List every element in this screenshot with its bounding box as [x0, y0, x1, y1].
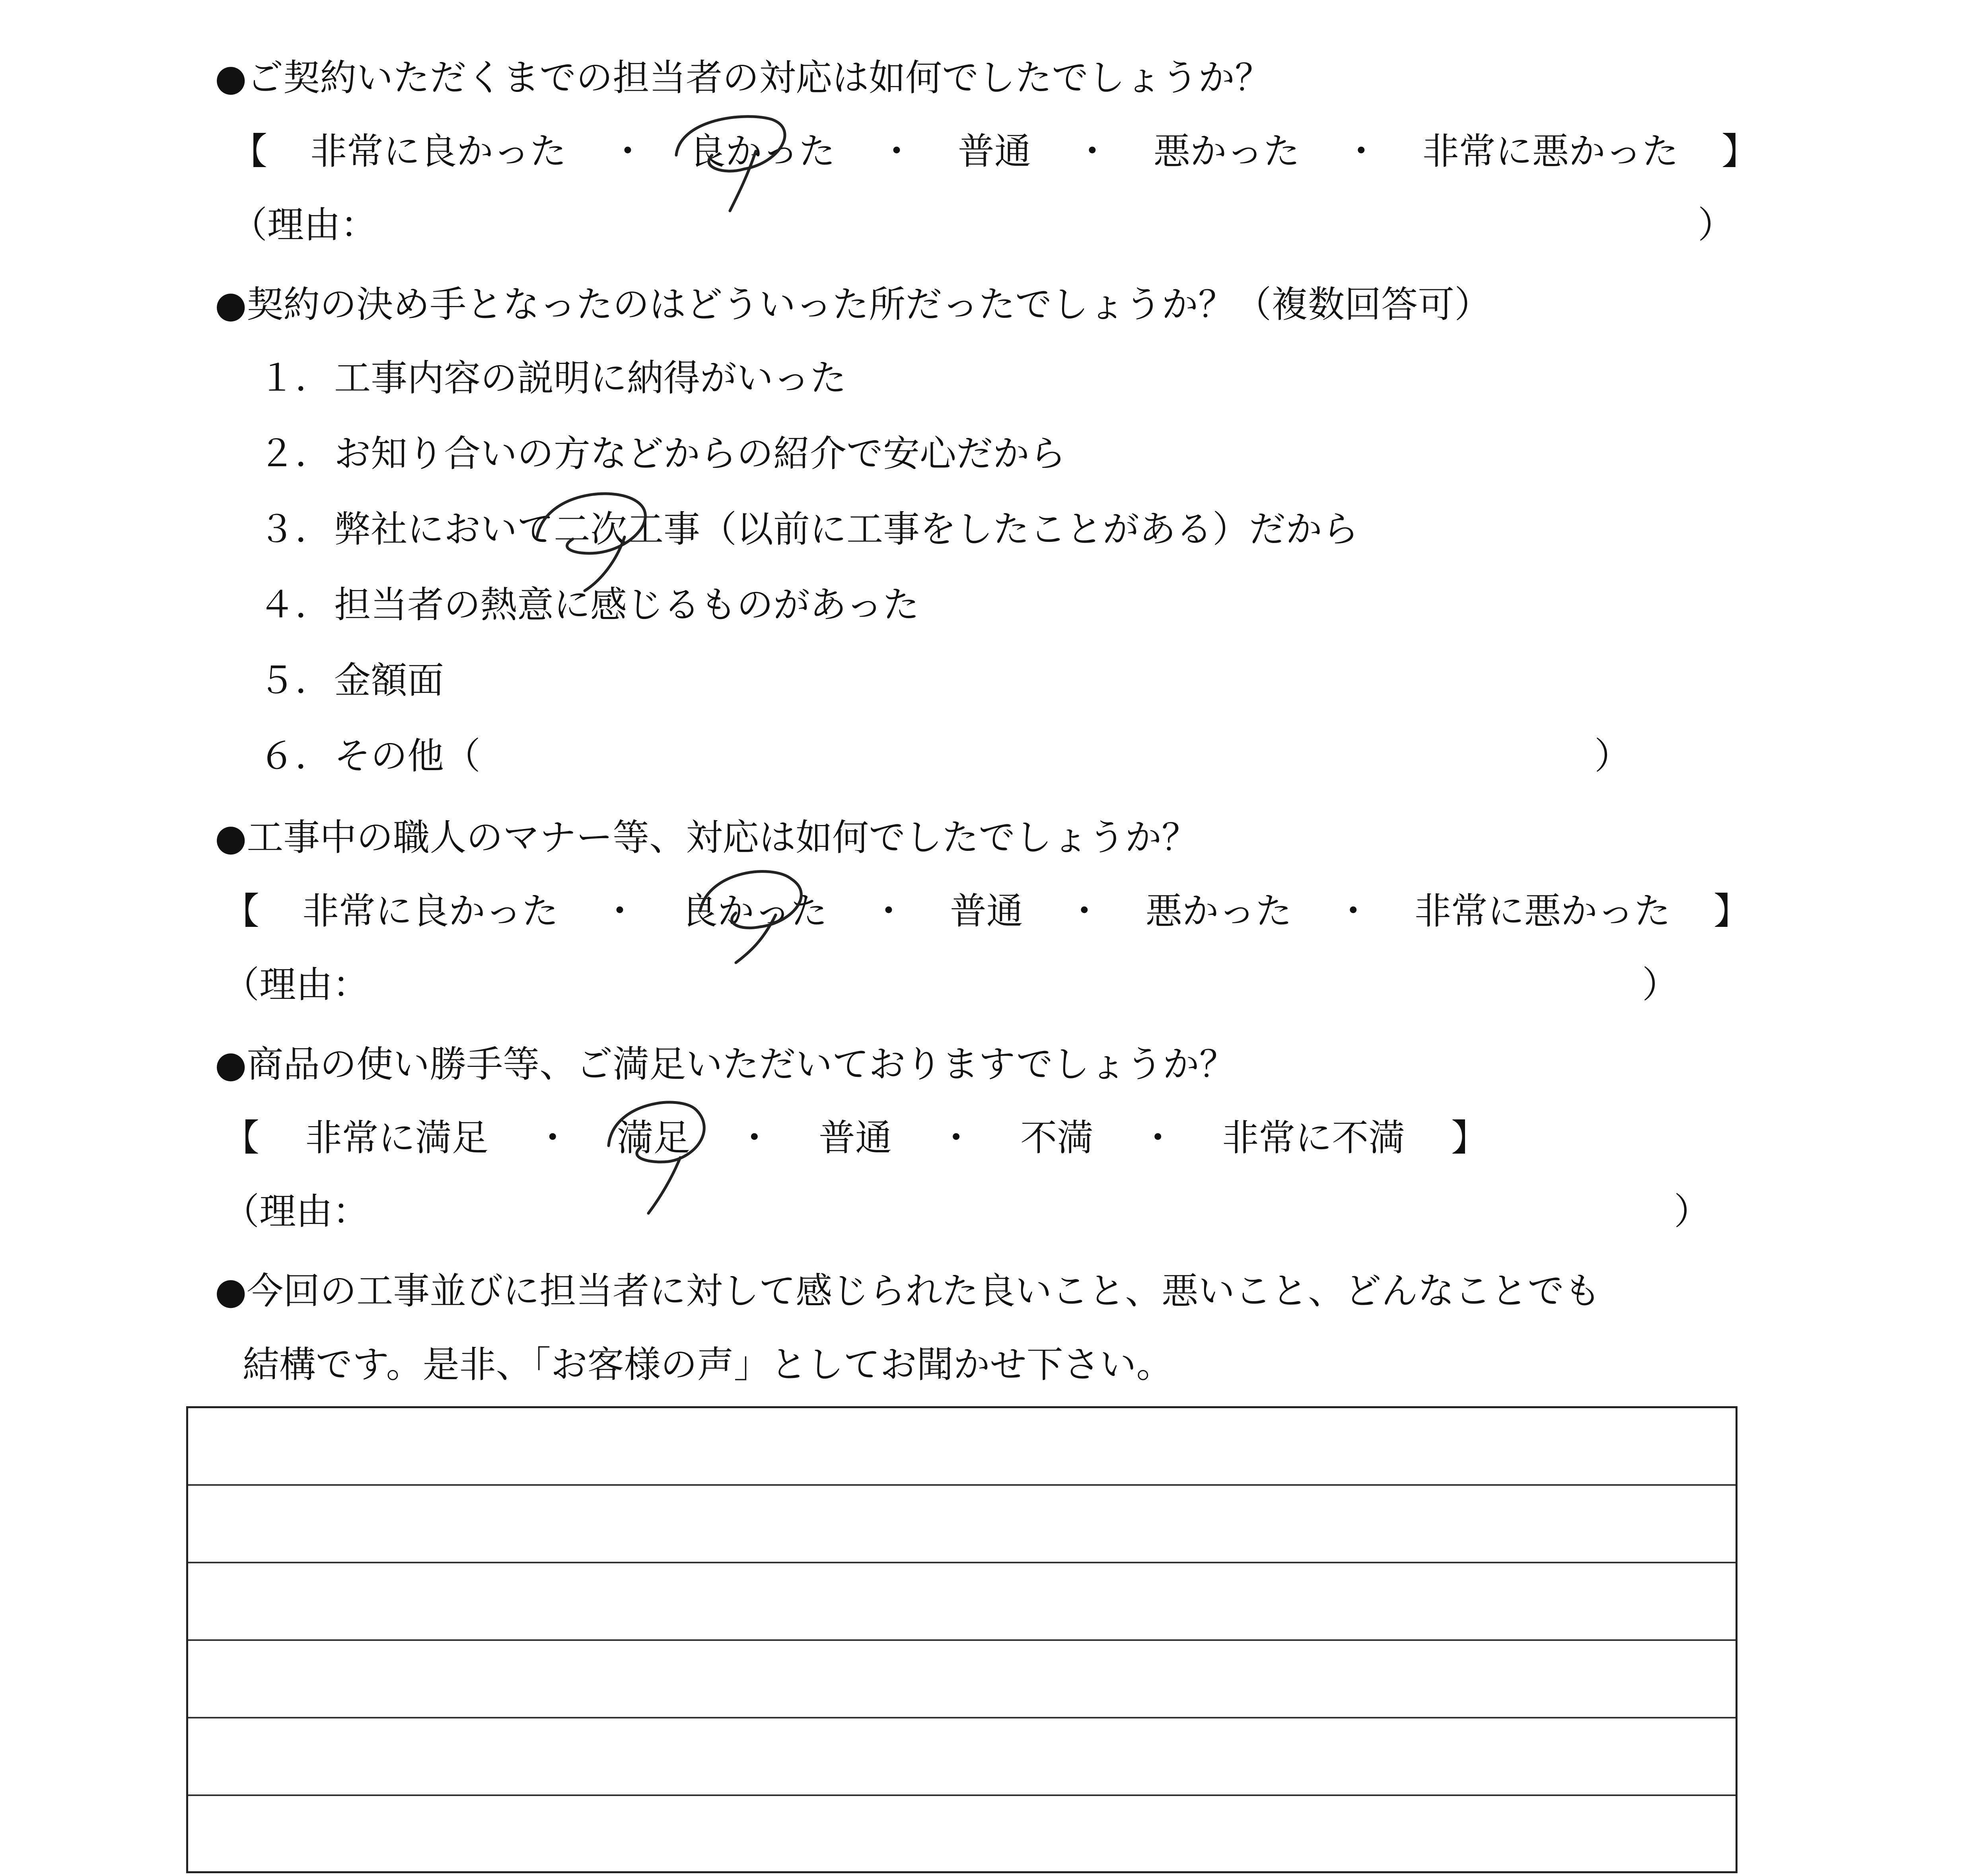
q1-separator: ・ [1343, 130, 1380, 173]
q4-option-very-dissatisfied[interactable]: 非常に不満 [1222, 1117, 1405, 1159]
q3-option-very-bad[interactable]: 非常に悪かった [1414, 890, 1671, 932]
q4-reason[interactable] [223, 1190, 1710, 1233]
q2-choice-other[interactable] [259, 735, 1631, 777]
q4-question: ●商品の使い勝手等、ご満足いただいておりますでしょうか？ [215, 1043, 1236, 1086]
q1-reason-label: （理由： [231, 204, 377, 246]
q4-option-very-satisfied[interactable]: 非常に満足 [305, 1117, 488, 1159]
q4-reason-close: ） [1673, 1190, 1710, 1233]
choice-number: ３． [259, 508, 332, 551]
q2-choice-5[interactable] [259, 659, 444, 702]
q3-option-good[interactable]: 良かった [681, 890, 827, 932]
q2-choice-1[interactable] [259, 357, 847, 399]
comment-row[interactable] [188, 1486, 1736, 1563]
q4-separator: ・ [736, 1117, 773, 1159]
q4-separator: ・ [1139, 1117, 1176, 1159]
q3-separator: ・ [601, 890, 638, 932]
q4-close-bracket: 】 [1451, 1117, 1488, 1159]
q4-separator: ・ [534, 1117, 571, 1159]
q3-open-bracket: 【 [223, 890, 260, 932]
q1-reason[interactable] [231, 204, 1734, 246]
q1-separator: ・ [1074, 130, 1111, 173]
q5-question-line1: ●今回の工事並びに担当者に対して感じられた良いこと、悪いこと、どんなことでも [215, 1270, 1601, 1312]
q3-separator: ・ [1335, 890, 1372, 932]
q1-option-good[interactable]: 良かった [689, 130, 835, 173]
q4-separator: ・ [938, 1117, 975, 1159]
q4-option-dissatisfied[interactable]: 不満 [1020, 1117, 1094, 1159]
choice-number: １． [259, 357, 332, 399]
q1-option-very-good[interactable]: 非常に良かった [310, 130, 566, 173]
comment-row[interactable] [188, 1408, 1736, 1486]
q4-options [223, 1117, 1488, 1159]
choice-text: お知り合いの方などからの紹介で安心だから [334, 432, 1066, 475]
q2-choice-2[interactable] [259, 432, 1066, 475]
q2-choice-3[interactable] [259, 508, 1359, 551]
q1-option-bad[interactable]: 悪かった [1153, 130, 1300, 173]
q1-question: ●ご契約いただくまでの担当者の対応は如何でしたでしょうか？ [215, 56, 1272, 99]
q3-close-bracket: 】 [1713, 890, 1750, 932]
q1-options [231, 130, 1758, 173]
q3-options [223, 890, 1750, 932]
q1-separator: ・ [878, 130, 915, 173]
choice-number: ６． [259, 735, 332, 777]
comment-row[interactable] [188, 1796, 1736, 1874]
q3-option-very-good[interactable]: 非常に良かった [302, 890, 558, 932]
q4-open-bracket: 【 [223, 1117, 260, 1159]
q1-reason-close: ） [1697, 204, 1734, 246]
q3-separator: ・ [870, 890, 907, 932]
q3-separator: ・ [1066, 890, 1103, 932]
q3-reason-close: ） [1642, 963, 1679, 1006]
q4-option-normal[interactable]: 普通 [818, 1117, 892, 1159]
comment-row[interactable] [188, 1641, 1736, 1718]
q1-option-normal[interactable]: 普通 [957, 130, 1031, 173]
comment-box[interactable] [186, 1406, 1738, 1873]
other-label: その他（ [334, 735, 481, 777]
q1-separator: ・ [609, 130, 646, 173]
q3-reason[interactable] [223, 963, 1679, 1006]
choice-text: 金額面 [334, 659, 444, 702]
choice-text: 弊社において二次工事（以前に工事をしたことがある）だから [334, 508, 1359, 551]
q3-reason-label: （理由： [223, 963, 370, 1006]
comment-row[interactable] [188, 1718, 1736, 1796]
choice-number: ４． [259, 584, 332, 626]
comment-row[interactable] [188, 1563, 1736, 1641]
q3-question: ●工事中の職人のマナー等、対応は如何でしたでしょうか？ [215, 816, 1199, 859]
q2-choice-4[interactable] [259, 584, 920, 626]
choice-text: 担当者の熱意に感じるものがあった [334, 584, 920, 626]
q4-option-satisfied[interactable]: 満足 [617, 1117, 690, 1159]
q1-option-very-bad[interactable]: 非常に悪かった [1422, 130, 1679, 173]
choice-number: ２． [259, 432, 332, 475]
q5-question-line2: 結構です。是非、「お客様の声」としてお聞かせ下さい。 [243, 1343, 1173, 1386]
q1-close-bracket: 】 [1721, 130, 1758, 173]
choice-number: ５． [259, 659, 332, 702]
q2-question: ●契約の決め手となったのはどういった所だったでしょうか？（複数回答可） [215, 283, 1491, 326]
other-close: ） [1594, 735, 1631, 777]
choice-text: 工事内容の説明に納得がいった [334, 357, 847, 399]
q1-open-bracket: 【 [231, 130, 268, 173]
q4-reason-label: （理由： [223, 1190, 370, 1233]
q3-option-normal[interactable]: 普通 [950, 890, 1023, 932]
q3-option-bad[interactable]: 悪かった [1145, 890, 1292, 932]
